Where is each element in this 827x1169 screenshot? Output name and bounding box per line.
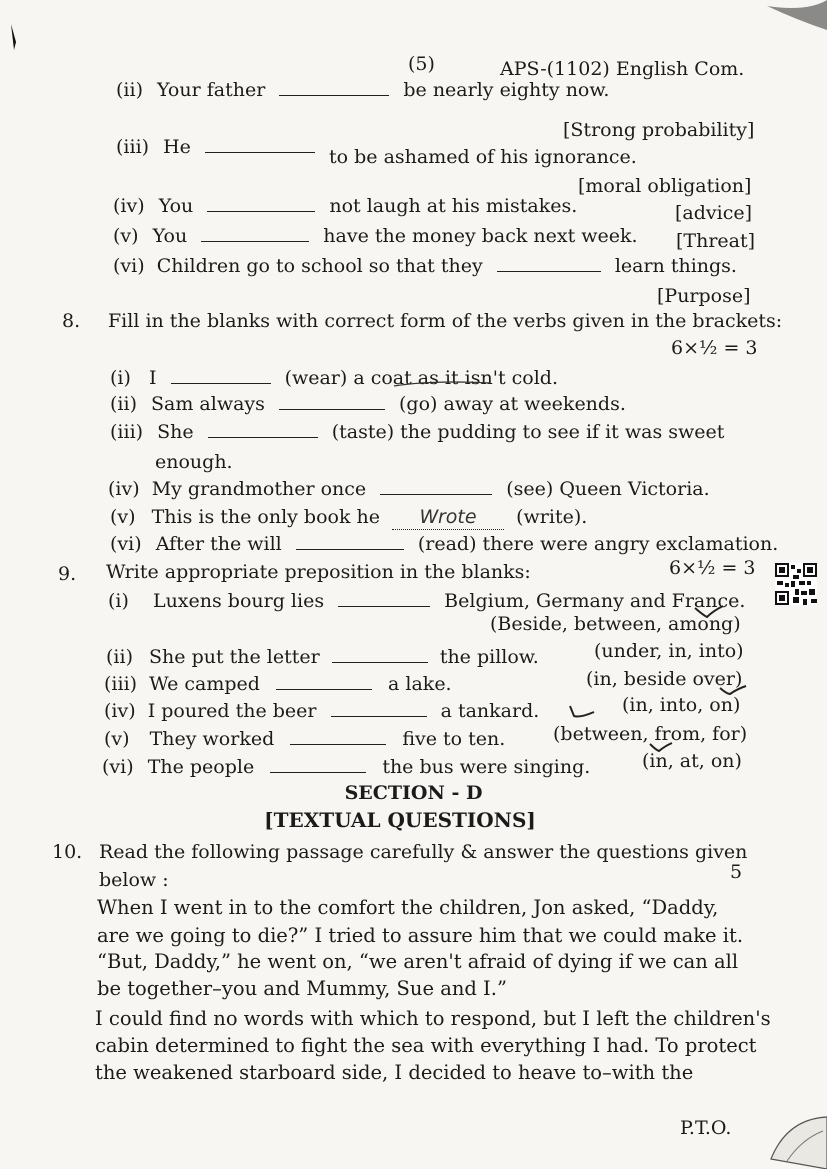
page-curl-icon bbox=[757, 1109, 827, 1169]
item-text: the pillow. bbox=[439, 646, 539, 668]
answer-blank[interactable] bbox=[276, 675, 372, 690]
q7-item-iv bbox=[113, 194, 577, 218]
q8-item-iv bbox=[108, 477, 710, 501]
item-num: (i) bbox=[110, 367, 131, 389]
q10-instruction-cont: below : bbox=[99, 869, 169, 891]
q9-item-v bbox=[104, 727, 505, 751]
q7-item-vi bbox=[113, 254, 737, 278]
item-text: five to ten. bbox=[402, 728, 506, 750]
item-num: (vi) bbox=[102, 756, 134, 778]
item-text: (taste) the pudding to see if it was sweet bbox=[331, 421, 725, 443]
item-num: (vi) bbox=[113, 255, 145, 277]
section-title: SECTION - D bbox=[344, 782, 483, 804]
item-text: My grandmother once bbox=[151, 478, 367, 500]
page-number: (5) bbox=[408, 53, 435, 75]
passage-line: “But, Daddy,” he went on, “we aren't afraid of dying if we can all bbox=[97, 950, 739, 973]
item-text: a tankard. bbox=[440, 700, 540, 722]
q9-options: (under, in, into) bbox=[594, 640, 744, 662]
tick-mark-icon bbox=[693, 605, 725, 619]
item-num: (v) bbox=[110, 506, 136, 528]
item-text: a lake. bbox=[388, 673, 452, 695]
section-subtitle: [TEXTUAL QUESTIONS] bbox=[264, 808, 536, 832]
item-num: (iv) bbox=[113, 195, 145, 217]
item-text: They worked bbox=[149, 728, 275, 750]
scan-mark-icon bbox=[8, 22, 18, 52]
answer-blank[interactable] bbox=[338, 592, 430, 607]
q8-item-ii bbox=[110, 392, 626, 416]
item-text: (read) there were angry exclamation. bbox=[417, 533, 779, 555]
q7-item-iii bbox=[116, 135, 637, 168]
page-corner-icon bbox=[757, 0, 827, 38]
answer-blank[interactable] bbox=[332, 648, 428, 663]
item-num: (iv) bbox=[104, 700, 136, 722]
passage-line: be together–you and Mummy, Sue and I.” bbox=[97, 977, 507, 1000]
passage-line: are we going to die?” I tried to assure him that we could make it. bbox=[97, 924, 744, 947]
item-num: (vi) bbox=[110, 533, 142, 555]
item-text: the bus were singing. bbox=[382, 756, 591, 778]
q9-options: (in, beside over) bbox=[586, 668, 743, 690]
filled-answer[interactable]: Wrote bbox=[392, 505, 504, 530]
item-text: learn things. bbox=[614, 255, 737, 277]
q8-instruction: Fill in the blanks with correct form of the verbs given in the brackets: bbox=[108, 310, 783, 332]
answer-blank[interactable] bbox=[171, 369, 271, 384]
item-text: Children go to school so that they bbox=[156, 255, 483, 277]
tick-mark-icon bbox=[718, 684, 748, 696]
q10-marks: 5 bbox=[730, 861, 743, 883]
q9-item-ii bbox=[106, 645, 539, 669]
q8-item-iii bbox=[110, 420, 724, 444]
passage-line: the weakened starboard side, I decided to heave to–with the bbox=[95, 1061, 694, 1084]
item-num: (v) bbox=[104, 728, 130, 750]
q7-item-ii bbox=[116, 78, 609, 102]
item-num: (ii) bbox=[110, 393, 137, 415]
answer-blank[interactable] bbox=[279, 395, 385, 410]
q9-item-i bbox=[108, 589, 745, 613]
item-text: (wear) a coat as it isn't cold. bbox=[284, 367, 558, 389]
item-text: to be ashamed of his ignorance. bbox=[329, 146, 637, 168]
item-num: (ii) bbox=[106, 646, 133, 668]
q7-hint: [advice] bbox=[675, 202, 753, 224]
q9-instruction: Write appropriate preposition in the blanks: bbox=[106, 561, 531, 583]
q8-number: 8. bbox=[62, 310, 81, 332]
item-text: (write). bbox=[516, 506, 588, 528]
q9-number: 9. bbox=[58, 563, 77, 585]
item-text: not laugh at his mistakes. bbox=[329, 195, 578, 217]
q8-item-vi bbox=[110, 532, 778, 556]
passage-line: cabin determined to fight the sea with everything I had. To protect bbox=[95, 1034, 757, 1057]
q7-hint: [moral obligation] bbox=[578, 175, 752, 197]
item-num: (iii) bbox=[110, 421, 144, 443]
item-text: The people bbox=[147, 756, 255, 778]
item-text: be nearly eighty now. bbox=[403, 79, 610, 101]
item-text: Sam always bbox=[151, 393, 265, 415]
paper-code: APS-(1102) English Com. bbox=[500, 58, 745, 80]
q8-item-v bbox=[110, 505, 587, 530]
item-text: You bbox=[152, 225, 188, 247]
item-num: (iii) bbox=[104, 673, 138, 695]
tick-mark-icon bbox=[648, 741, 674, 753]
pto-label: P.T.O. bbox=[680, 1117, 732, 1139]
pen-mark-icon bbox=[392, 378, 492, 390]
q9-options: (in, into, on) bbox=[622, 694, 741, 716]
item-text: I poured the beer bbox=[147, 700, 317, 722]
q9-options: (Beside, between, among) bbox=[490, 613, 741, 635]
answer-blank[interactable] bbox=[279, 81, 389, 96]
answer-blank[interactable] bbox=[208, 423, 318, 438]
answer-blank[interactable] bbox=[497, 257, 601, 272]
q7-item-v bbox=[113, 224, 638, 248]
passage-line: When I went in to the comfort the children, Jon asked, “Daddy, bbox=[97, 896, 719, 919]
answer-blank[interactable] bbox=[290, 730, 386, 745]
answer-blank[interactable] bbox=[270, 758, 366, 773]
item-text: Your father bbox=[157, 79, 266, 101]
item-text: This is the only book he bbox=[151, 506, 381, 528]
q8-marks: 6×½ = 3 bbox=[671, 337, 758, 359]
q7-hint: [Threat] bbox=[676, 230, 756, 252]
item-text: She put the letter bbox=[149, 646, 320, 668]
item-text: (see) Queen Victoria. bbox=[506, 478, 710, 500]
q9-marks: 6×½ = 3 bbox=[669, 557, 756, 579]
q9-item-iii bbox=[104, 672, 452, 696]
item-text: Luxens bourg lies bbox=[152, 590, 325, 612]
answer-blank[interactable] bbox=[296, 535, 404, 550]
q8-item-iii-cont: enough. bbox=[155, 451, 233, 473]
answer-blank[interactable] bbox=[331, 702, 427, 717]
q9-item-vi bbox=[102, 755, 590, 779]
item-text: She bbox=[157, 421, 194, 443]
q9-options: (between, from, for) bbox=[553, 723, 748, 745]
item-text: We camped bbox=[149, 673, 260, 695]
item-text: After the will bbox=[155, 533, 282, 555]
q7-hint: [Purpose] bbox=[657, 285, 751, 307]
item-num: (i) bbox=[108, 590, 129, 612]
answer-blank[interactable] bbox=[207, 197, 315, 212]
q10-number: 10. bbox=[52, 841, 83, 863]
answer-blank[interactable] bbox=[201, 227, 309, 242]
item-text: He bbox=[163, 136, 191, 158]
item-text: You bbox=[158, 195, 194, 217]
q10-instruction: Read the following passage carefully & answer the questions given bbox=[99, 841, 748, 863]
item-num: (iii) bbox=[116, 136, 150, 158]
item-num: (iv) bbox=[108, 478, 140, 500]
q9-item-iv bbox=[104, 699, 539, 723]
qr-code-icon bbox=[775, 563, 817, 605]
item-text: Belgium, Germany and France. bbox=[444, 590, 746, 612]
item-text: I bbox=[148, 367, 157, 389]
item-num: (ii) bbox=[116, 79, 143, 101]
answer-blank[interactable] bbox=[380, 480, 492, 495]
item-text: (go) away at weekends. bbox=[399, 393, 626, 415]
passage-line: I could find no words with which to respond, but I left the children's bbox=[95, 1007, 771, 1030]
item-num: (v) bbox=[113, 225, 139, 247]
q7-hint: [Strong probability] bbox=[563, 119, 755, 141]
tick-mark-icon bbox=[566, 702, 596, 722]
answer-blank[interactable] bbox=[205, 138, 315, 153]
q9-options: (in, at, on) bbox=[642, 750, 742, 772]
item-text: have the money back next week. bbox=[323, 225, 638, 247]
